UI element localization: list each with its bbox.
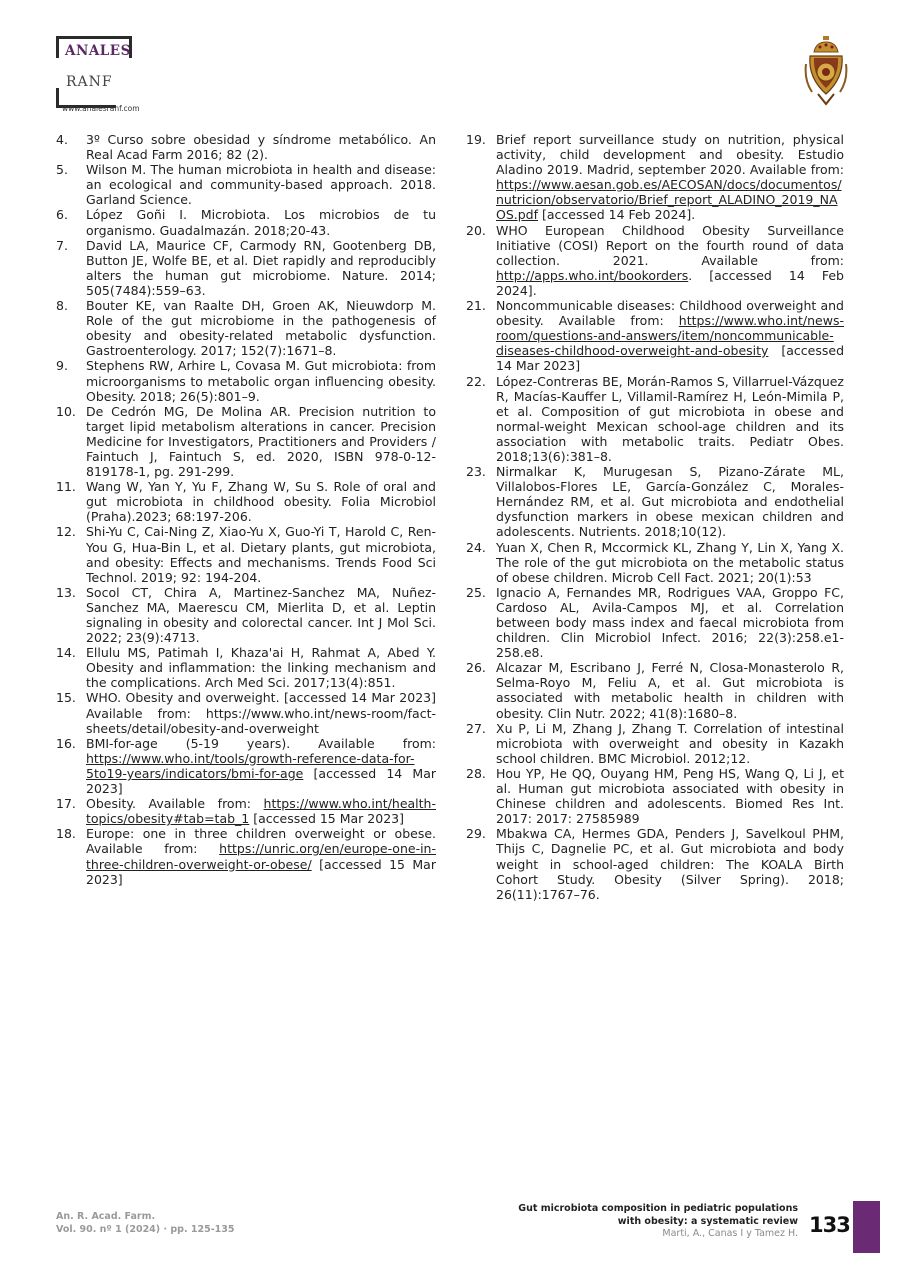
reference-citation: Brief report surveillance study on nutrition, physical activity, child development and obesity. Estudio Aladino 2019. Madrid, september 2020. Available from: <box>496 132 844 178</box>
reference-number: 20. <box>466 222 486 238</box>
reference-citation: BMI-for-age (5-19 years). Available from: <box>86 735 436 751</box>
reference-text <box>86 524 436 584</box>
reference-number: 14. <box>56 645 76 661</box>
reference-citation: Ellulu MS, Patimah I, Khaza'ai H, Rahmat A, Abed Y. Obesity and inflammation: the linking mechanism and the complications. Arch Med Sci. 2017;13(4):851. <box>86 645 436 691</box>
reference-link[interactable]: https://unric.org/en/europe-one-in-three-children-overweight-or-obese/ <box>86 841 436 872</box>
page-number: 133 <box>809 1213 850 1237</box>
reference-item <box>466 464 844 539</box>
reference-item <box>56 826 436 886</box>
reference-number: 9. <box>56 358 68 374</box>
reference-text <box>496 766 844 826</box>
reference-text <box>86 132 436 162</box>
reference-item <box>56 404 436 479</box>
reference-item <box>466 721 844 766</box>
reference-number: 25. <box>466 584 486 600</box>
reference-text <box>86 796 436 826</box>
reference-text <box>86 645 436 690</box>
reference-citation: Bouter KE, van Raalte DH, Groen AK, Nieuwdorp M. Role of the gut microbiome in the pathogenesis of obesity and obesity-related metabolic dysfunction. Gastroenterology. 2017; 152(7):1671–8. <box>86 298 436 359</box>
reference-citation: WHO European Childhood Obesity Surveillance Initiative (COSI) Report on the fourth round of data collection. 2021. Available from: <box>496 222 844 268</box>
reference-item <box>56 736 436 796</box>
reference-item <box>466 374 844 465</box>
reference-citation: Wilson M. The human microbiota in health and disease: an ecological and community-based approach. 2018. Garland Science. <box>86 162 436 208</box>
reference-item <box>466 132 844 223</box>
reference-number: 17. <box>56 796 76 812</box>
reference-text <box>496 298 844 373</box>
reference-item <box>466 826 844 901</box>
reference-number: 4. <box>56 132 68 147</box>
reference-item <box>466 585 844 660</box>
reference-access-date: [accessed 15 Mar 2023] <box>253 811 404 827</box>
reference-citation: Mbakwa CA, Hermes GDA, Penders J, Savelkoul PHM, Thijs C, Dagnelie PC, et al. Gut microbiota and body weight in school-aged children: The KOALA Birth Cohort Study. Obesity (Silver Spring). 2018; 26(11):1767–76. <box>496 826 844 902</box>
reference-link[interactable]: http://apps.who.int/bookorders <box>496 267 689 283</box>
reference-text <box>496 374 844 465</box>
reference-text <box>86 479 436 524</box>
reference-text <box>86 736 436 796</box>
reference-item <box>56 298 436 358</box>
reference-item <box>56 690 436 735</box>
reference-text <box>496 826 844 901</box>
reference-link[interactable]: https://www.who.int/health-topics/obesity#tab=tab_1 <box>86 796 436 827</box>
reference-text <box>86 238 436 298</box>
reference-item <box>466 766 844 826</box>
reference-citation: De Cedrón MG, De Molina AR. Precision nutrition to target lipid metabolism alterations in cancer. Precision Medicine for Investigators, Practitioners and Providers / Faintuch J, Faintuch S, ed. 2020, ISBN 978-0-12-819178-1, pg. 291-299. <box>86 403 436 480</box>
reference-citation: Xu P, Li M, Zhang J, Zhang T. Correlation of intestinal microbiota with overweight and obesity in Kazakh school children. BMC Microbiol. 2012;12. <box>496 720 844 766</box>
reference-citation: Stephens RW, Arhire L, Covasa M. Gut microbiota: from microorganisms to metabolic organ influencing obesity. Obesity. 2018; 26(5):801–9. <box>86 358 436 404</box>
reference-text <box>496 223 844 298</box>
journal-logo <box>56 36 186 116</box>
reference-number: 29. <box>466 826 486 842</box>
reference-number: 19. <box>466 132 486 147</box>
reference-link[interactable]: https://www.aesan.gob.es/AECOSAN/docs/documentos/nutricion/observatorio/Brief_report_ALADINO_2019_NAOS.pdf <box>496 177 842 223</box>
footer-citation <box>56 1210 234 1236</box>
reference-text <box>86 298 436 358</box>
reference-item <box>56 207 436 237</box>
reference-list-left <box>56 132 436 887</box>
reference-citation: Wang W, Yan Y, Yu F, Zhang W, Su S. Role of oral and gut microbiota in childhood obesity. Folia Microbiol (Praha).2023; 68:197-206. <box>86 479 436 525</box>
reference-number: 13. <box>56 584 76 600</box>
reference-text <box>86 358 436 403</box>
reference-citation: Ignacio A, Fernandes MR, Rodrigues VAA, Groppo FC, Cardoso AL, Avila-Campos MJ, et al. Correlation between body mass index and faecal microbiota from children. Clin Microbiol Infect. 2016; 22(3):258.e1-258.e8. <box>496 584 844 661</box>
reference-access-date: [accessed 15 Mar 2023] <box>86 856 436 887</box>
reference-text <box>496 132 844 223</box>
reference-citation: Obesity. Available from: <box>86 796 251 812</box>
reference-access-date: [accessed 14 Mar 2023] <box>496 343 844 374</box>
footer-title-line1: Gut microbiota composition in pediatric populations <box>518 1203 798 1214</box>
footer-article-info <box>518 1203 798 1241</box>
reference-item <box>466 660 844 720</box>
reference-item <box>466 540 844 585</box>
reference-item <box>56 645 436 690</box>
reference-text <box>496 660 844 720</box>
reference-number: 23. <box>466 464 486 480</box>
reference-text <box>496 585 844 660</box>
reference-text <box>496 540 844 585</box>
reference-citation: López Goñi I. Microbiota. Los microbios de tu organismo. Guadalmazán. 2018;20-43. <box>86 207 436 238</box>
reference-citation: Yuan X, Chen R, Mccormick KL, Zhang Y, Lin X, Yang X. The role of the gut microbiota on the metabolic status of obese children. Microb Cell Fact. 2021; 20(1):53 <box>496 539 844 585</box>
reference-citation: 3º Curso sobre obesidad y síndrome metabólico. An Real Acad Farm 2016; 82 (2). <box>86 132 436 163</box>
reference-item <box>56 479 436 524</box>
reference-text <box>86 207 436 237</box>
reference-text <box>86 585 436 645</box>
footer-volume: Vol. 90. nº 1 (2024) · pp. 125-135 <box>56 1224 235 1235</box>
reference-text <box>86 162 436 207</box>
reference-number: 10. <box>56 403 76 419</box>
reference-item <box>56 524 436 584</box>
reference-number: 15. <box>56 690 76 706</box>
reference-item <box>56 162 436 207</box>
reference-citation: López-Contreras BE, Morán-Ramos S, Villarruel-Vázquez R, Macías-Kauffer L, Villamil-Ramírez H, León-Mimila P, et al. Composition of gut microbiota in obese and normal-weight Mexican school-age children and its association with metabolic traits. Pediatr Obes. 2018;13(6):381–8. <box>496 373 844 464</box>
reference-access-date: . [accessed 14 Feb 2024]. <box>496 267 844 298</box>
footer-authors: Marti, A., Canas I y Tamez H. <box>662 1228 798 1239</box>
reference-text <box>496 464 844 539</box>
reference-link[interactable]: https://www.who.int/tools/growth-reference-data-for-5to19-years/indicators/bmi-for-age <box>86 750 415 781</box>
reference-number: 26. <box>466 660 486 676</box>
reference-text <box>86 826 436 886</box>
reference-citation: David LA, Maurice CF, Carmody RN, Gootenberg DB, Button JE, Wolfe BE, et al. Diet rapidly and reproducibly alters the human gut microbiome. Nature. 2014; 505(7484):559–63. <box>86 237 436 298</box>
reference-number: 28. <box>466 765 486 781</box>
logo-anales: ANALES <box>65 43 131 59</box>
reference-citation: Hou YP, He QQ, Ouyang HM, Peng HS, Wang Q, Li J, et al. Human gut microbiota associated with obesity in Chinese children and adolescents. Biomed Res Int. 2017: 2017: 27585989 <box>496 765 844 827</box>
reference-text <box>86 404 436 479</box>
reference-citation: Noncommunicable diseases: Childhood overweight and obesity. Available from: <box>496 298 844 329</box>
reference-citation: Nirmalkar K, Murugesan S, Pizano-Zárate ML, Villalobos-Flores LE, García-González C, Morales-Hernández RM, et al. Gut microbiota and endothelial dysfunction markers in obese mexican children and adolescents. Nutrients. 2018;10(12). <box>496 464 844 540</box>
reference-item <box>56 796 436 826</box>
reference-item <box>56 585 436 645</box>
reference-citation: Shi-Yu C, Cai-Ning Z, Xiao-Yu X, Guo-Yi T, Harold C, Ren-You G, Hua-Bin L, et al. Dietary plants, gut microbiota, and obesity: Effects and mechanisms. Trends Food Sci Technol. 2019; 92: 194-204. <box>86 524 436 585</box>
reference-item <box>466 298 844 373</box>
reference-number: 11. <box>56 479 76 495</box>
reference-access-date: [accessed 14 Mar 2023] <box>86 765 436 797</box>
website-link[interactable]: www.analesranf.com <box>62 104 140 113</box>
reference-number: 8. <box>56 298 68 314</box>
reference-number: 6. <box>56 207 68 223</box>
reference-url[interactable]: https://www.who.int/news-room/fact-sheets/detail/obesity-and-overweight <box>86 705 436 736</box>
academy-seal-icon <box>804 34 848 106</box>
reference-text <box>86 690 436 735</box>
reference-number: 24. <box>466 539 486 555</box>
reference-item <box>56 132 436 162</box>
reference-item <box>56 358 436 403</box>
reference-citation: Alcazar M, Escribano J, Ferré N, Closa-Monasterolo R, Selma-Royo M, Feliu A, et al. Gut microbiota is associated with metabolic health in children with obesity. Clin Nutr. 2022; 41(8):1680–8. <box>496 660 844 721</box>
reference-number: 22. <box>466 373 486 389</box>
logo-ranf: RANF <box>66 74 113 90</box>
reference-number: 27. <box>466 720 486 736</box>
reference-citation: Europe: one in three children overweight or obese. Available from: <box>86 826 436 857</box>
reference-link[interactable]: https://www.who.int/news-room/questions-and-answers/item/noncommunicable-diseases-childhood-overweight-and-obesity <box>496 313 844 359</box>
page-tab-accent <box>853 1201 880 1253</box>
reference-text <box>496 721 844 766</box>
reference-number: 7. <box>56 237 68 253</box>
reference-list-right <box>466 132 844 902</box>
reference-access-date: [accessed 14 Feb 2024]. <box>542 207 696 223</box>
footer-title-line2: with obesity: a systematic review <box>617 1215 798 1227</box>
footer-journal: An. R. Acad. Farm. <box>56 1211 156 1222</box>
reference-item <box>56 238 436 298</box>
reference-number: 18. <box>56 826 76 842</box>
reference-item <box>466 223 844 298</box>
reference-number: 21. <box>466 298 486 314</box>
reference-number: 16. <box>56 735 76 751</box>
reference-citation: WHO. Obesity and overweight. [accessed 14 Mar 2023] Available from: <box>86 690 436 721</box>
reference-number: 12. <box>56 524 76 540</box>
reference-number: 5. <box>56 162 68 178</box>
reference-citation: Socol CT, Chira A, Martinez-Sanchez MA, Nuñez-Sanchez MA, Maerescu CM, Mierlita D, et al. Leptin signaling in obesity and colorectal cancer. Int J Mol Sci. 2022; 23(9):4713. <box>86 584 436 646</box>
